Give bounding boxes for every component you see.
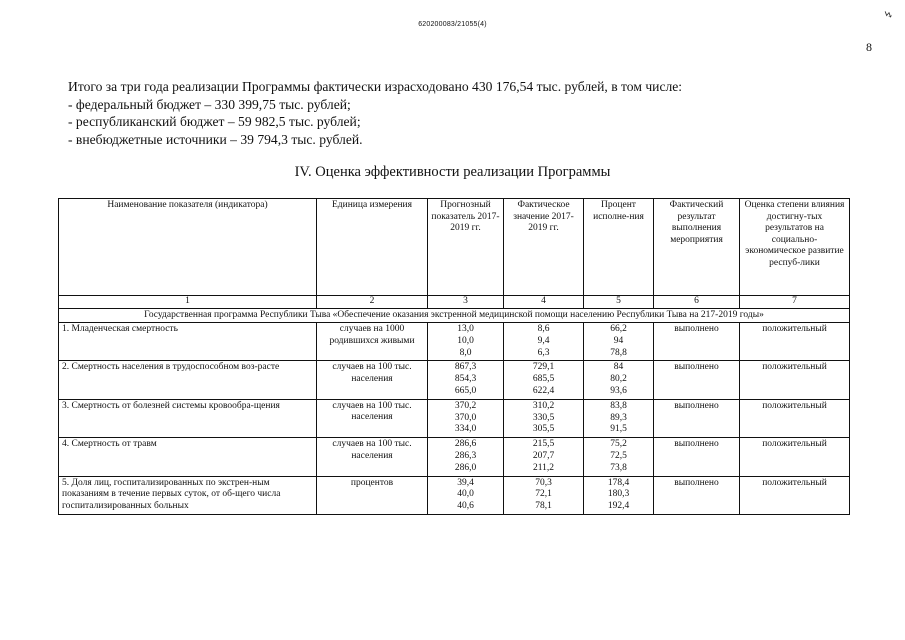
actual-value: 729,1	[532, 362, 555, 373]
actual-value: 78,1	[535, 501, 552, 512]
spending-summary	[68, 78, 682, 148]
indicator-name: 5. Доля лиц, госпитализированных по экстрен-ным показаниям в течение первых суток, от об-щего числа госпитализированных больных	[59, 476, 317, 514]
actual-cell	[504, 323, 584, 361]
program-title: Государственная программа Республики Тыва «Обеспечение оказания экстренной медицинской помощи населению Республики Тыва на 217-2019 годы»	[59, 308, 850, 323]
actual-value: 305,5	[532, 424, 555, 435]
percent-value: 89,3	[610, 412, 627, 423]
assessment-cell: положительный	[740, 399, 850, 437]
assessment-cell: положительный	[740, 361, 850, 399]
percent-value: 84	[613, 362, 624, 373]
forecast-cell	[428, 399, 504, 437]
percent-value: 66,2	[610, 324, 627, 334]
document-id: 620200083/21055(4)	[418, 21, 487, 28]
table-row	[59, 361, 850, 399]
forecast-value: 370,2	[454, 400, 477, 411]
header-indicator-name: Наименование показателя (индикатора)	[59, 199, 317, 296]
forecast-value: 854,3	[454, 374, 477, 385]
forecast-value: 867,3	[454, 362, 477, 373]
table-row	[59, 399, 850, 437]
actual-value: 211,2	[532, 462, 555, 473]
percent-cell	[584, 361, 654, 399]
percent-value: 72,5	[610, 450, 627, 461]
actual-value: 72,1	[535, 489, 552, 500]
forecast-value: 286,3	[454, 450, 477, 461]
unit-cell: случаев на 100 тыс. населения	[317, 438, 428, 476]
percent-value: 75,2	[610, 439, 627, 450]
column-number: 6	[654, 296, 740, 309]
actual-value: 215,5	[532, 439, 555, 450]
percent-value: 192,4	[607, 501, 630, 512]
forecast-value: 40,6	[457, 501, 474, 512]
percent-cell	[584, 476, 654, 514]
result-cell: выполнено	[654, 399, 740, 437]
actual-value: 6,3	[537, 347, 550, 358]
percent-value: 78,8	[610, 347, 627, 358]
summary-republican: - республиканский бюджет – 59 982,5 тыс. рублей;	[68, 114, 361, 129]
indicator-name: 1. Младенческая смертность	[59, 323, 317, 361]
page-number: 8	[866, 40, 872, 54]
unit-cell: случаев на 100 тыс. населения	[317, 361, 428, 399]
indicator-name: 3. Смертность от болезней системы кровообра-щения	[59, 399, 317, 437]
column-number-row	[59, 296, 850, 309]
actual-value: 207,7	[532, 450, 555, 461]
corner-scribble-mark: ↯	[881, 7, 896, 23]
actual-value: 310,2	[532, 400, 555, 411]
header-percent: Процент исполне-ния	[584, 199, 654, 296]
column-number: 5	[584, 296, 654, 309]
summary-extrabudget: - внебюджетные источники – 39 794,3 тыс. рублей.	[68, 131, 363, 147]
effectiveness-table	[58, 198, 850, 515]
column-number: 3	[428, 296, 504, 309]
column-number: 7	[740, 296, 850, 309]
percent-cell	[584, 323, 654, 361]
actual-value: 8,6	[537, 324, 550, 334]
actual-value: 330,5	[532, 412, 555, 423]
section-heading: IV. Оценка эффективности реализации Программы	[294, 164, 611, 180]
forecast-value: 10,0	[457, 335, 474, 346]
forecast-value: 13,0	[457, 324, 474, 334]
percent-value: 91,5	[610, 424, 627, 435]
actual-cell	[504, 399, 584, 437]
percent-cell	[584, 438, 654, 476]
result-cell: выполнено	[654, 476, 740, 514]
actual-value: 622,4	[532, 385, 555, 396]
forecast-value: 286,0	[454, 462, 477, 473]
header-result: Фактический результат выполнения мероприятия	[654, 199, 740, 296]
result-cell: выполнено	[654, 361, 740, 399]
indicator-name: 2. Смертность населения в трудоспособном воз-расте	[59, 361, 317, 399]
percent-value: 80,2	[610, 374, 627, 385]
summary-federal: - федеральный бюджет – 330 399,75 тыс. рублей;	[68, 96, 351, 112]
forecast-value: 370,0	[454, 412, 477, 423]
actual-cell	[504, 476, 584, 514]
actual-value: 685,5	[532, 374, 555, 385]
column-number: 2	[317, 296, 428, 309]
percent-cell	[584, 399, 654, 437]
percent-value: 178,4	[607, 477, 630, 488]
unit-cell: случаев на 100 тыс. населения	[317, 399, 428, 437]
forecast-value: 665,0	[454, 385, 477, 396]
forecast-value: 8,0	[459, 347, 472, 358]
assessment-cell: положительный	[740, 323, 850, 361]
assessment-cell: положительный	[740, 476, 850, 514]
percent-value: 93,6	[610, 385, 627, 396]
indicator-name: 4. Смертность от травм	[59, 438, 317, 476]
unit-cell: процентов	[317, 476, 428, 514]
assessment-cell: положительный	[740, 438, 850, 476]
forecast-cell	[428, 323, 504, 361]
percent-value: 83,8	[610, 400, 627, 411]
program-title-row	[59, 308, 850, 323]
summary-intro: Итого за три года реализации Программы фактически израсходовано 430 176,54 тыс. рублей, в том числе:	[68, 79, 683, 94]
actual-cell	[504, 438, 584, 476]
forecast-cell	[428, 476, 504, 514]
actual-value: 9,4	[537, 335, 550, 346]
actual-cell	[504, 361, 584, 399]
forecast-cell	[428, 438, 504, 476]
header-unit: Единица измерения	[317, 199, 428, 296]
forecast-value: 40,0	[457, 489, 474, 500]
header-forecast: Прогнозный показатель 2017-2019 гг.	[428, 199, 504, 296]
forecast-value: 334,0	[454, 424, 477, 435]
percent-value: 180,3	[607, 489, 630, 500]
table-row	[59, 438, 850, 476]
actual-value: 70,3	[535, 477, 552, 488]
forecast-value: 286,6	[454, 439, 477, 450]
table-row	[59, 476, 850, 514]
forecast-value: 39,4	[457, 477, 474, 488]
table-row	[59, 323, 850, 361]
header-assessment: Оценка степени влияния достигну-тых результатов на социально-экономическое развитие респуб-лики	[740, 199, 850, 296]
table-header-row	[59, 199, 850, 296]
column-number: 4	[504, 296, 584, 309]
header-actual: Фактическое значение 2017-2019 гг.	[504, 199, 584, 296]
column-number: 1	[59, 296, 317, 309]
forecast-cell	[428, 361, 504, 399]
percent-value: 94	[613, 335, 624, 346]
result-cell: выполнено	[654, 438, 740, 476]
unit-cell: случаев на 1000 родившихся живыми	[317, 323, 428, 361]
result-cell: выполнено	[654, 323, 740, 361]
percent-value: 73,8	[610, 462, 627, 473]
